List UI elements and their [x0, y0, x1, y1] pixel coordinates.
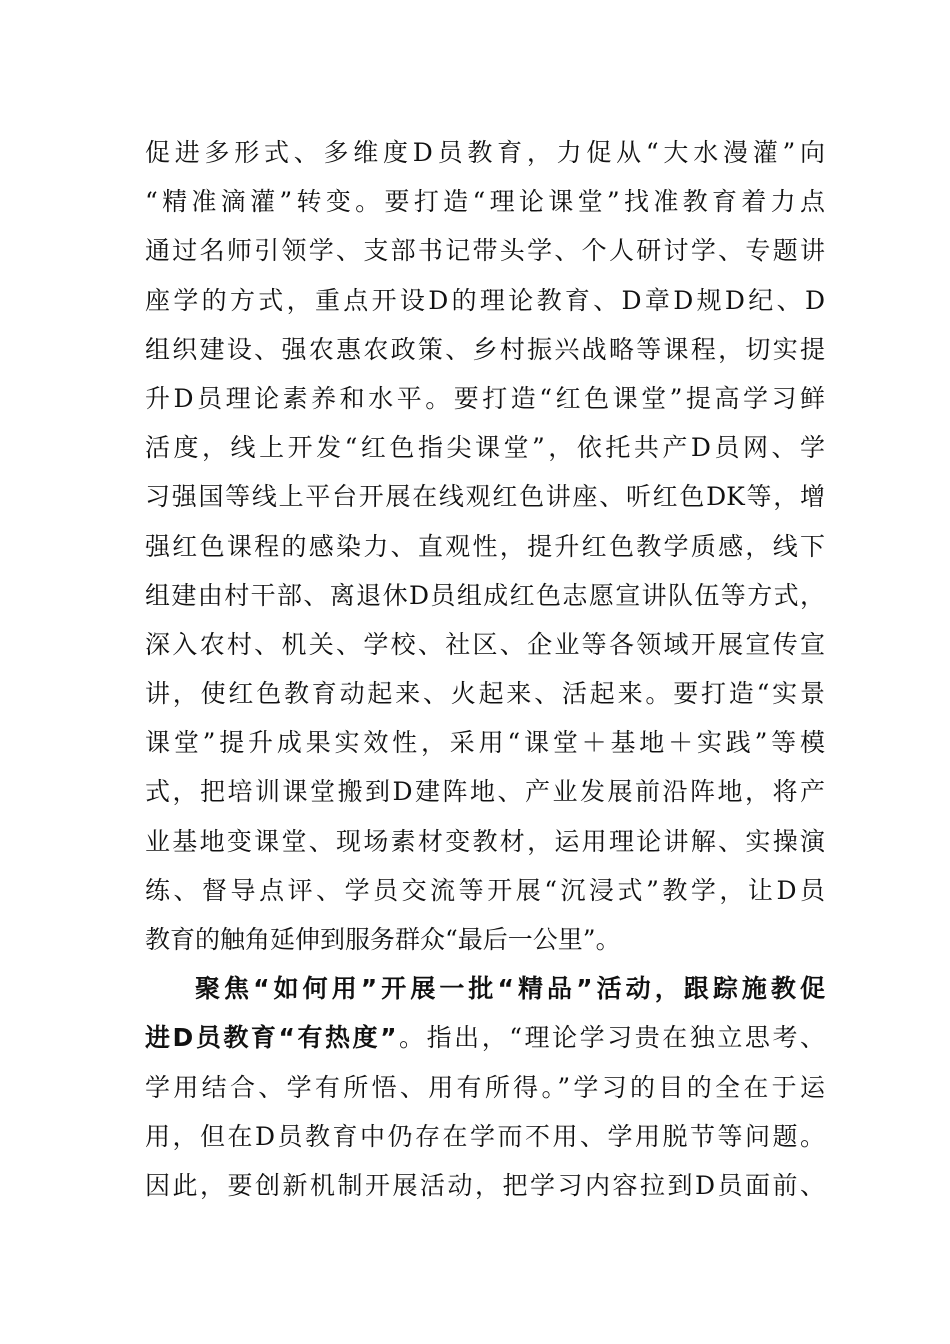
- text-line: 促进多形式、多维度D员教育，力促从“大水漫灌”向: [145, 138, 825, 167]
- text-line: 课堂”提升成果实效性，采用“课堂＋基地＋实践”等模: [145, 728, 825, 758]
- text-line: 因此，要创新机制开展活动，把学习内容拉到D员面前、: [145, 1170, 825, 1200]
- text-line: 教育的触角延伸到服务群众“最后一公里”。: [145, 925, 621, 954]
- text-line: 讲，使红色教育动起来、火起来、活起来。要打造“实景: [145, 679, 825, 709]
- section-heading-tail: 进D员教育“有热度”: [145, 1023, 397, 1053]
- text-line: 组建由村干部、离退休D员组成红色志愿宣讲队伍等方式，: [145, 580, 825, 610]
- text-line: 业基地变课堂、现场素材变教材，运用理论讲解、实操演: [145, 826, 825, 856]
- text-line: 用，但在D员教育中仍存在学而不用、学用脱节等问题。: [145, 1121, 825, 1151]
- text-line: 活度，线上开发“红色指尖课堂”，依托共产D员网、学: [145, 433, 825, 463]
- text-run: 。指出，“理论学习贵在独立思考、: [396, 1023, 825, 1053]
- text-line: 深入农村、机关、学校、社区、企业等各领域开展宣传宣: [145, 629, 825, 659]
- text-line: “精准滴灌”转变。要打造“理论课堂”找准教育着力点: [145, 187, 825, 217]
- text-line: 组织建设、强农惠农政策、乡村振兴战略等课程，切实提: [145, 334, 825, 364]
- body-text: [145, 128, 825, 1210]
- section-heading-line: 聚焦“如何用”开展一批“精品”活动，跟踪施教促: [195, 974, 825, 1004]
- text-line: 座学的方式，重点开设D的理论教育、D章D规D纪、D: [145, 285, 825, 315]
- text-line: 强红色课程的感染力、直观性，提升红色教学质感，线下: [145, 531, 825, 561]
- text-line: 学用结合、学有所悟、用有所得。”学习的目的全在于运: [145, 1072, 825, 1102]
- text-line: 习强国等线上平台开展在线观红色讲座、听红色DK等，增: [145, 482, 825, 512]
- text-line: 升D员理论素养和水平。要打造“红色课堂”提高学习鲜: [145, 383, 825, 413]
- text-line: 式，把培训课堂搬到D建阵地、产业发展前沿阵地，将产: [145, 777, 825, 807]
- text-line: 通过名师引领学、支部书记带头学、个人研讨学、专题讲: [145, 236, 825, 266]
- text-line-mixed: [145, 1013, 825, 1062]
- text-line: 练、督导点评、学员交流等开展“沉浸式”教学，让D员: [145, 875, 825, 905]
